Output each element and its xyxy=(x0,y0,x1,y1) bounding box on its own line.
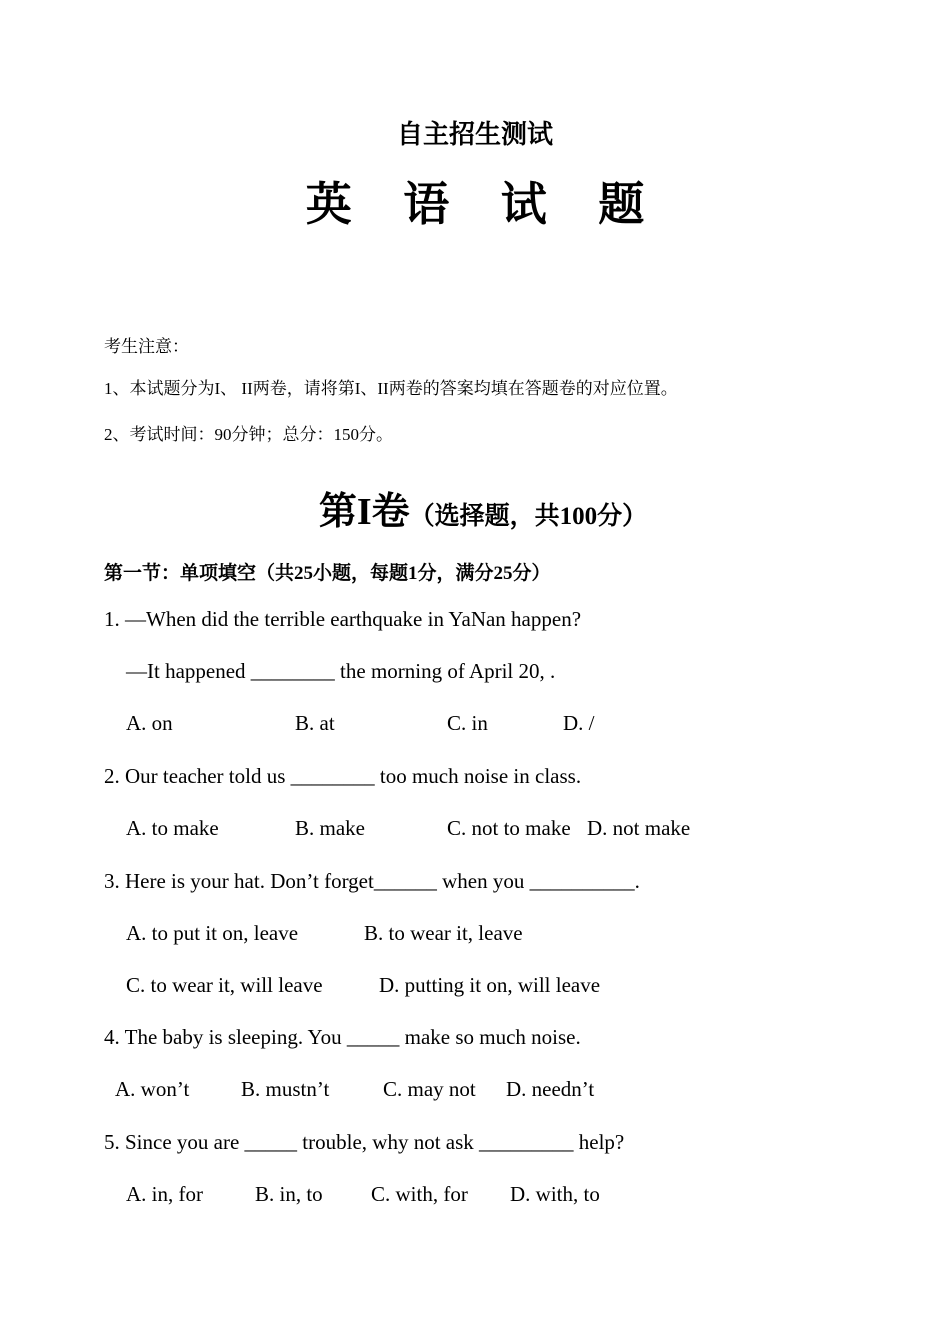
question-3-option-a: A. to put it on, leave xyxy=(126,921,299,945)
notice-item-2: 2、考试时间：90分钟；总分：150分。 xyxy=(104,425,393,444)
part-one-title xyxy=(0,462,950,553)
question-2-stem: 2. Our teacher told us ________ too much noise in class. xyxy=(104,764,582,788)
section-one-title: 第一节：单项填空（共25小题，每题1分，满分25分） xyxy=(104,563,551,584)
question-4-option-b: B. mustn’t xyxy=(241,1077,330,1101)
question-2-option-b: B. make xyxy=(295,816,365,840)
question-4-stem: 4. The baby is sleeping. You _____ make so much noise. xyxy=(104,1025,581,1049)
exam-title: 英 语 试 题 xyxy=(305,179,665,230)
question-4-option-d: D. needn’t xyxy=(506,1077,595,1101)
question-1-option-b: B. at xyxy=(295,711,335,735)
question-2-option-c: C. not to make xyxy=(447,816,571,840)
question-3-option-d: D. putting it on, will leave xyxy=(379,973,601,997)
question-5-option-a: A. in, for xyxy=(126,1182,203,1206)
question-1-stem: 1. —When did the terrible earthquake in YaNan happen? xyxy=(104,607,582,631)
notice-item-1: 1、本试题分为I、 II两卷，请将第I、II两卷的答案均填在答题卷的对应位置。 xyxy=(104,379,678,398)
part-one-label: 第I卷 xyxy=(318,491,410,533)
question-5-option-c: C. with, for xyxy=(371,1182,468,1206)
question-5-option-b: B. in, to xyxy=(255,1182,323,1206)
question-3-option-b: B. to wear it, leave xyxy=(364,921,523,945)
question-4-option-c: C. may not xyxy=(383,1077,476,1101)
part-one-desc: （选择题，共100分） xyxy=(409,503,648,530)
question-2-option-a: A. to make xyxy=(126,816,219,840)
question-4-option-a: A. won’t xyxy=(115,1077,190,1101)
question-2-option-d: D. not make xyxy=(587,816,691,840)
question-1-option-c: C. in xyxy=(447,711,488,735)
question-3-stem: 3. Here is your hat. Don’t forget______ when you __________. xyxy=(104,869,640,893)
question-1-option-a: A. on xyxy=(126,711,173,735)
exam-subtitle: 自主招生测试 xyxy=(396,120,553,149)
question-1-stem-reply: —It happened ________ the morning of April 20, . xyxy=(126,659,556,683)
question-5-stem: 5. Since you are _____ trouble, why not ask _________ help? xyxy=(104,1130,625,1154)
question-5-option-d: D. with, to xyxy=(510,1182,600,1206)
question-1-option-d: D. / xyxy=(563,711,595,735)
notice-heading: 考生注意： xyxy=(104,337,189,356)
question-3-option-c: C. to wear it, will leave xyxy=(126,973,323,997)
